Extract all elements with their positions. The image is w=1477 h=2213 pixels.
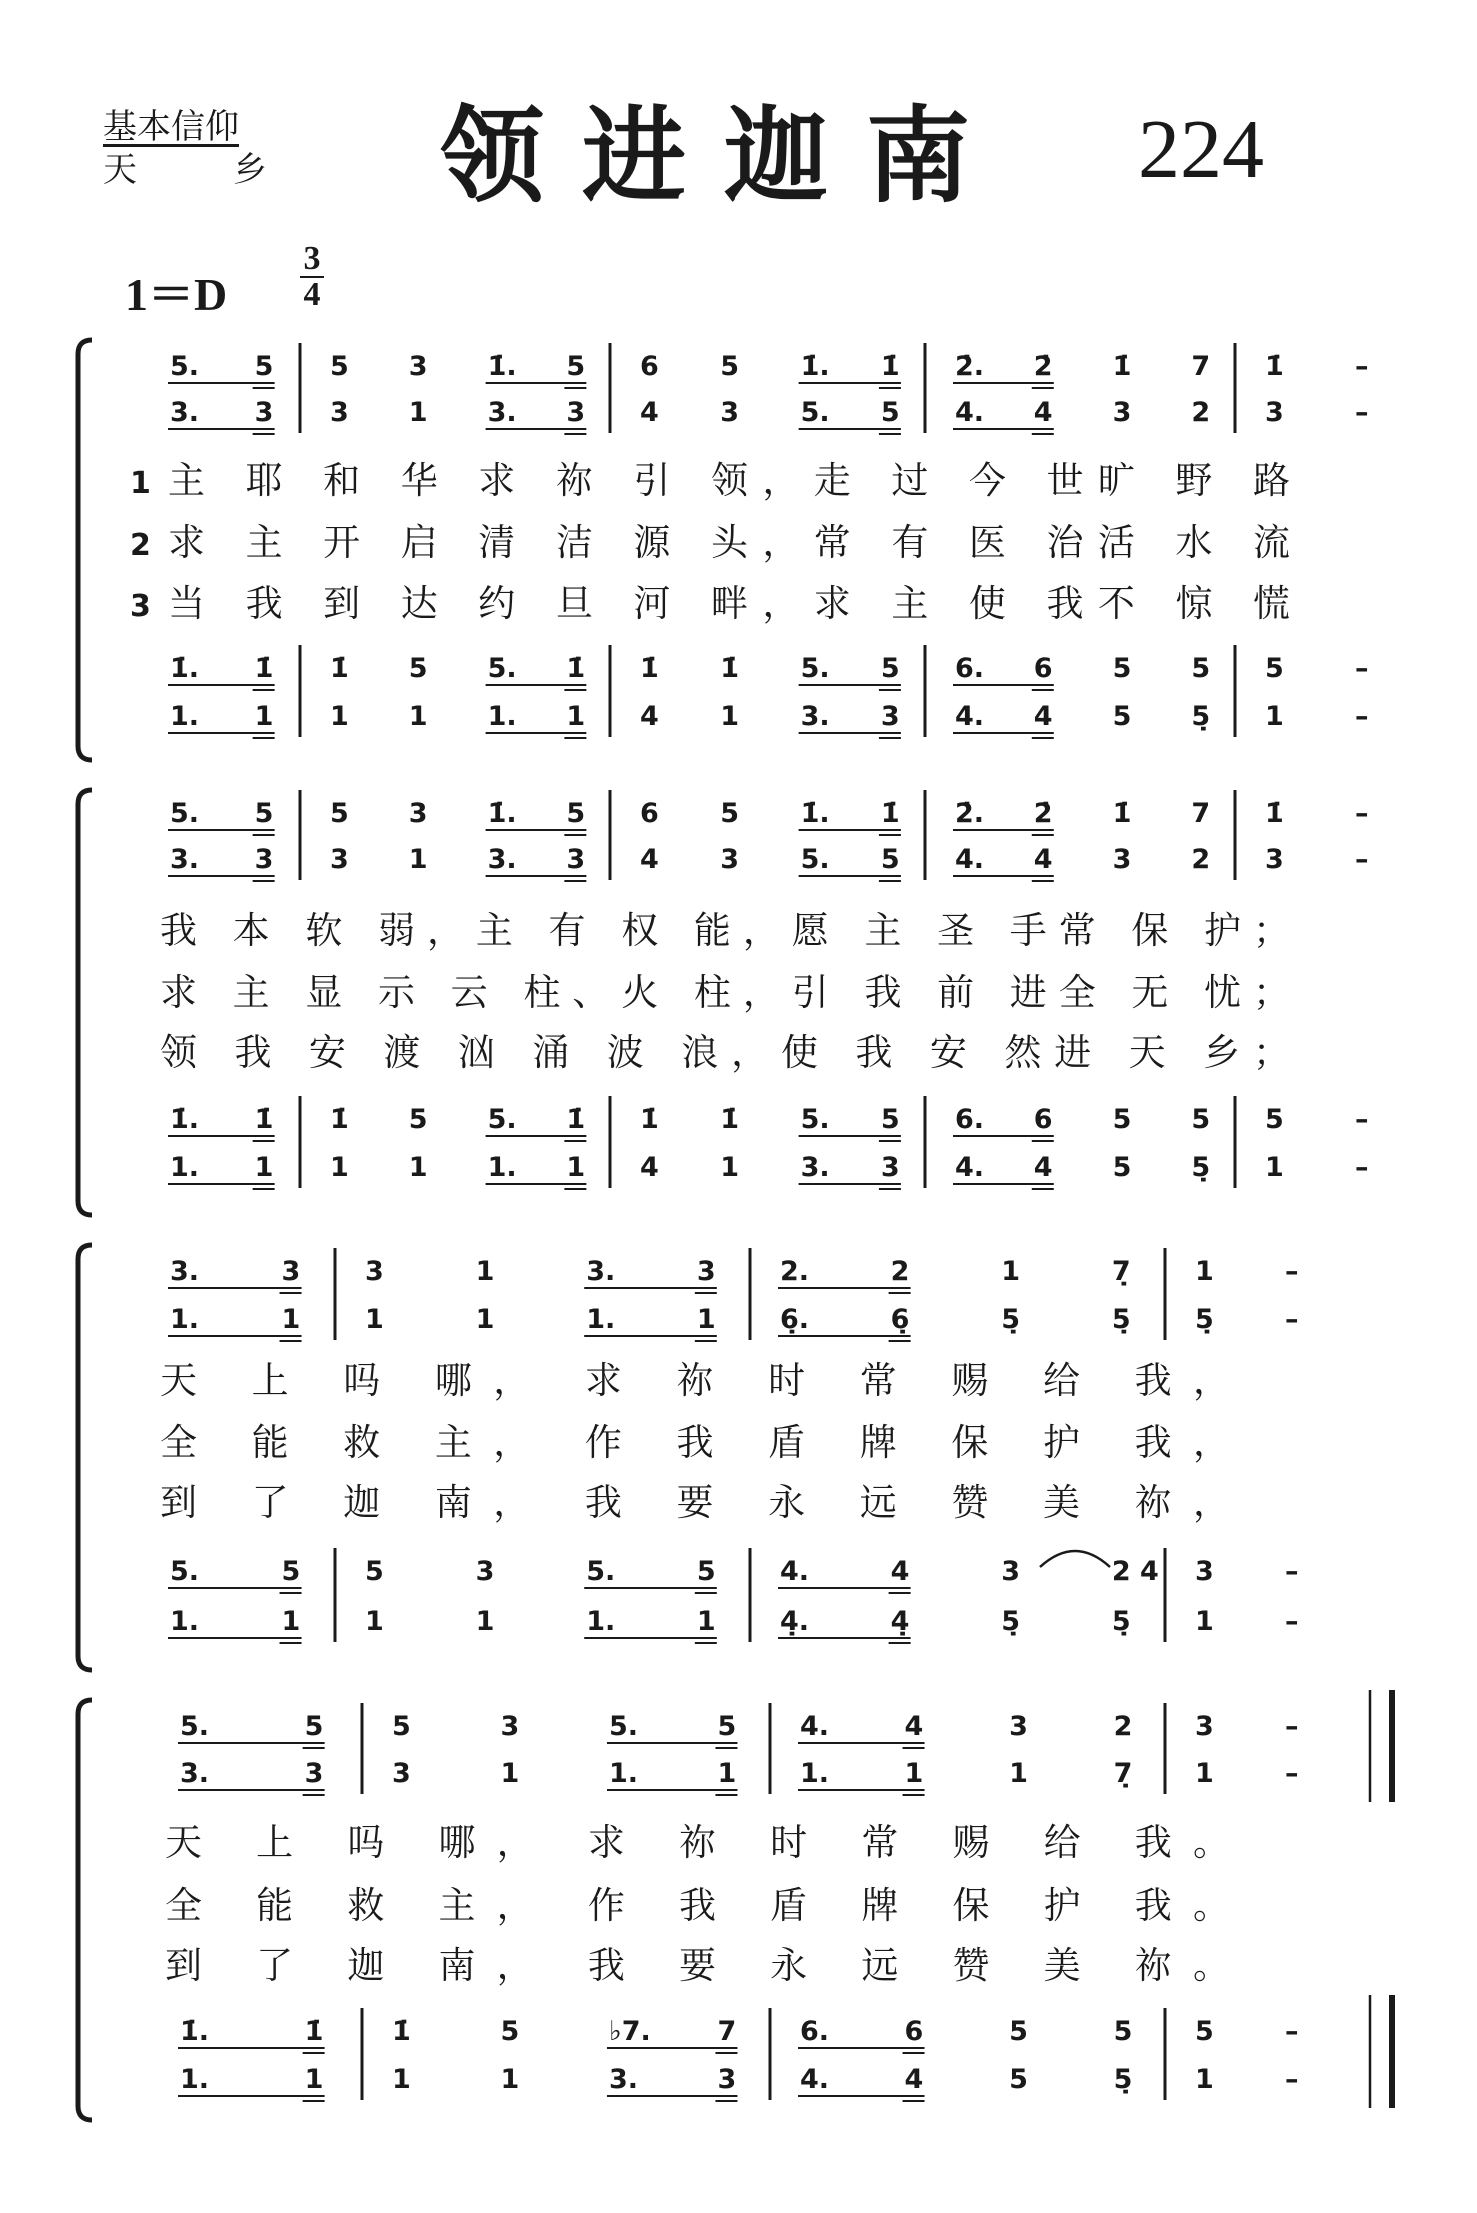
soprano-note: 5.	[170, 351, 200, 382]
bass-note: 5	[1009, 2064, 1028, 2095]
alto-note: 3	[1112, 844, 1132, 875]
lyric-line: 到 了 迦 南， 我 要 永 远 赞 美 祢。	[165, 1944, 1230, 1987]
lyric-line: 天 上 吗 哪， 求 祢 时 常 赐 给 我，	[160, 1359, 1230, 1402]
lyric-line: 求 主 显 示 云 柱、火 柱，引 我 前 进全 无 忧；	[160, 971, 1290, 1014]
soprano-note: 1	[475, 1256, 495, 1287]
alto-note: 1	[475, 1304, 495, 1335]
alto-note: 3	[254, 844, 274, 875]
tenor-note: 5	[500, 2016, 520, 2047]
alto-note: 5	[880, 397, 900, 428]
soprano-note: 1	[1001, 1256, 1021, 1287]
tenor-note: 5	[408, 1104, 428, 1135]
alto-note: 3	[566, 397, 586, 428]
bass-note: 5̣	[1111, 1606, 1131, 1637]
bass-note: 1	[392, 2064, 411, 2095]
soprano-note: 5	[304, 1711, 324, 1742]
bass-note: 1	[304, 2064, 324, 2095]
tenor-note: 1̇	[330, 653, 349, 684]
alto-note: 4	[1033, 397, 1053, 428]
key-signature: 1＝D	[125, 269, 228, 320]
subcategory-label: 天乡	[103, 150, 363, 190]
soprano-note: 7	[1191, 798, 1211, 829]
soprano-note: 3	[500, 1711, 520, 1742]
bass-note: 1	[365, 1606, 384, 1637]
category-label: 基本信仰	[103, 107, 239, 147]
soprano-note: –	[1355, 798, 1369, 829]
alto-note: 1.	[608, 1758, 639, 1789]
tenor-note: 1̇	[640, 1104, 659, 1135]
alto-note: –	[1285, 1304, 1299, 1335]
alto-note: 1	[281, 1304, 301, 1335]
tenor-note: 5	[1009, 2016, 1028, 2047]
system-bracket	[78, 340, 92, 760]
bass-note: 4̣	[890, 1606, 910, 1637]
alto-note: 3	[304, 1758, 324, 1789]
soprano-note: 5	[330, 351, 349, 382]
bass-note: 1	[330, 1152, 349, 1183]
alto-note: 6̣.	[780, 1304, 810, 1335]
hymn-title: 领进迦南	[440, 94, 1009, 217]
soprano-note: 1̇	[1112, 798, 1132, 829]
alto-note: 4.	[955, 844, 985, 875]
bass-note: 5̣	[1113, 2064, 1133, 2095]
tenor-note: ♭7.	[608, 2016, 651, 2047]
alto-note: 3	[330, 844, 349, 875]
tenor-note: 3	[475, 1556, 495, 1587]
lyric-line: 求 主 开 启 清 洁 源 头，常 有 医 治活 水 流	[168, 521, 1290, 564]
alto-note: 2	[1191, 397, 1211, 428]
tenor-note: 6.	[800, 2016, 830, 2047]
soprano-note: 7	[1191, 351, 1211, 382]
bass-note: 1	[1195, 1606, 1214, 1637]
soprano-note: 3	[365, 1256, 384, 1287]
tenor-note: 1̇.	[170, 653, 200, 684]
alto-note: 5	[880, 844, 900, 875]
bass-note: 1	[408, 701, 428, 732]
verse-number: 2	[130, 528, 151, 563]
soprano-note: 3	[1009, 1711, 1028, 1742]
alto-note: 5̣	[1001, 1304, 1021, 1335]
verse-number: 3	[130, 589, 151, 624]
alto-note: –	[1355, 844, 1369, 875]
bass-note: 1	[696, 1606, 716, 1637]
lyric-line: 到 了 迦 南， 我 要 永 远 赞 美 祢，	[160, 1481, 1230, 1524]
bass-note: 1	[720, 1152, 740, 1183]
bass-note: 1.	[170, 701, 200, 732]
soprano-note: 4.	[800, 1711, 830, 1742]
alto-note: 4.	[955, 397, 985, 428]
tenor-note: 1̇	[254, 653, 274, 684]
soprano-note: 5	[254, 351, 274, 382]
tenor-note: 5	[1113, 2016, 1133, 2047]
alto-note: 3	[1265, 397, 1284, 428]
alto-note: 1	[1009, 1758, 1028, 1789]
tenor-note: 5	[1191, 1104, 1211, 1135]
soprano-note: 5	[720, 351, 740, 382]
soprano-note: 1̇	[1265, 351, 1284, 382]
soprano-note: 3	[281, 1256, 301, 1287]
alto-note: 1.	[170, 1304, 200, 1335]
tenor-note: –	[1285, 1556, 1299, 1587]
soprano-note: 3.	[586, 1256, 616, 1287]
lyric-line: 当 我 到 达 约 旦 河 畔，求 主 使 我不 惊 慌	[168, 582, 1290, 625]
tenor-note: 5.	[487, 653, 517, 684]
alto-note: 3	[392, 1758, 411, 1789]
soprano-note: 2̇	[1033, 351, 1053, 382]
tenor-note: 3	[1195, 1556, 1214, 1587]
alto-note: 1	[408, 844, 428, 875]
bass-note: 5̣	[1001, 1606, 1021, 1637]
soprano-note: 1̇.	[800, 798, 830, 829]
bass-note: 1	[1195, 2064, 1214, 2095]
bass-note: 1	[408, 1152, 428, 1183]
soprano-note: 2̇.	[955, 798, 985, 829]
tenor-note: –	[1355, 1104, 1369, 1135]
bass-note: 1.	[487, 1152, 517, 1183]
soprano-note: 3	[696, 1256, 716, 1287]
soprano-note: 1̇	[880, 351, 900, 382]
tenor-note: 1̇.	[180, 2016, 210, 2047]
bass-note: 1	[1265, 1152, 1284, 1183]
tenor-note: 1̇.	[170, 1104, 200, 1135]
soprano-note: 3	[408, 798, 428, 829]
soprano-note: 1̇	[1112, 351, 1132, 382]
tenor-note: 5	[696, 1556, 716, 1587]
alto-note: 4	[640, 397, 659, 428]
bass-note: –	[1355, 701, 1369, 732]
bass-note: 1	[330, 701, 349, 732]
alto-note: 1.	[586, 1304, 616, 1335]
soprano-note: 4	[904, 1711, 924, 1742]
lyric-line: 我 本 软 弱，主 有 权 能，愿 主 圣 手常 保 护；	[160, 909, 1290, 952]
bass-note: 5	[1112, 701, 1132, 732]
tenor-note: 6.	[955, 653, 985, 684]
alto-note: 3	[566, 844, 586, 875]
tenor-note: 1̇	[720, 653, 740, 684]
alto-note: 3	[1265, 844, 1284, 875]
bass-note: –	[1285, 2064, 1299, 2095]
bass-note: 4	[640, 701, 659, 732]
alto-note: 7̣	[1113, 1758, 1133, 1789]
soprano-note: 7̣	[1111, 1256, 1131, 1287]
bass-note: 1	[500, 2064, 520, 2095]
time-signature-bottom: 4	[303, 276, 321, 313]
lyric-line: 主 耶 和 华 求 祢 引 领，走 过 今 世旷 野 路	[168, 459, 1290, 502]
bass-note: 3	[880, 701, 900, 732]
lyric-line: 领 我 安 渡 汹 涌 波 浪，使 我 安 然进 天 乡；	[160, 1031, 1290, 1074]
soprano-note: 1̇	[880, 798, 900, 829]
alto-note: 1	[408, 397, 428, 428]
system-bracket	[78, 1245, 92, 1670]
soprano-note: 5	[720, 798, 740, 829]
soprano-note: 1	[1195, 1256, 1214, 1287]
lyric-line: 全 能 救 主， 作 我 盾 牌 保 护 我。	[165, 1884, 1230, 1927]
system-bracket	[78, 1700, 92, 2120]
tenor-note: 7	[717, 2016, 737, 2047]
bass-note: 1.	[170, 1606, 200, 1637]
bass-note: 4.	[800, 2064, 830, 2095]
alto-note: 3.	[170, 397, 200, 428]
bass-note: 1.	[586, 1606, 616, 1637]
tenor-note: 5	[1112, 1104, 1132, 1135]
tenor-note: 1̇	[304, 2016, 324, 2047]
lyric-line: 天 上 吗 哪， 求 祢 时 常 赐 给 我。	[165, 1821, 1230, 1864]
tenor-note: 5.	[800, 653, 830, 684]
soprano-note: 5	[254, 798, 274, 829]
bass-note: 1	[475, 1606, 495, 1637]
tenor-note: 5	[1191, 653, 1211, 684]
tenor-note: 5.	[800, 1104, 830, 1135]
soprano-note: 6	[640, 351, 659, 382]
bass-note: –	[1355, 1152, 1369, 1183]
bass-note: 1.	[180, 2064, 210, 2095]
soprano-note: –	[1355, 351, 1369, 382]
tenor-note: 5.	[586, 1556, 616, 1587]
soprano-note: 5	[566, 798, 586, 829]
tenor-note: 6	[904, 2016, 924, 2047]
bass-note: 5	[1112, 1152, 1132, 1183]
alto-note: 1	[717, 1758, 737, 1789]
alto-note: 1	[1195, 1758, 1214, 1789]
tenor-note: 4.	[780, 1556, 810, 1587]
bass-note: 4.	[955, 1152, 985, 1183]
tenor-note: 5	[1265, 653, 1284, 684]
soprano-note: 1̇.	[800, 351, 830, 382]
lyric-line: 全 能 救 主， 作 我 盾 牌 保 护 我，	[160, 1421, 1230, 1464]
soprano-note: 2	[890, 1256, 910, 1287]
alto-note: 3	[1112, 397, 1132, 428]
alto-note: 3.	[180, 1758, 210, 1789]
bass-note: 5̣	[1191, 701, 1211, 732]
verse-number: 1	[130, 466, 151, 501]
alto-note: 5̣	[1111, 1304, 1131, 1335]
alto-note: 5.	[800, 844, 830, 875]
alto-note: 3	[720, 844, 740, 875]
tenor-note: 6	[1033, 1104, 1053, 1135]
bass-note: 4	[640, 1152, 659, 1183]
bass-note: 1	[254, 1152, 274, 1183]
tenor-note: 5	[1112, 653, 1132, 684]
tenor-note: 5.	[170, 1556, 200, 1587]
alto-note: 1	[696, 1304, 716, 1335]
tenor-note: –	[1355, 653, 1369, 684]
alto-note: 4	[640, 844, 659, 875]
bass-note: 4	[1033, 1152, 1053, 1183]
bass-note: 1	[566, 1152, 586, 1183]
soprano-note: 3	[408, 351, 428, 382]
alto-note: 4	[1033, 844, 1053, 875]
tenor-note: 1̇	[254, 1104, 274, 1135]
tenor-note: 5	[880, 653, 900, 684]
tenor-note: 4	[890, 1556, 910, 1587]
soprano-note: 5	[566, 351, 586, 382]
tenor-note: 1̇	[720, 1104, 740, 1135]
alto-note: 6̣	[890, 1304, 910, 1335]
bass-note: 3.	[800, 1152, 830, 1183]
soprano-note: 2.	[780, 1256, 810, 1287]
bass-note: 5̣	[1191, 1152, 1211, 1183]
bass-note: 1	[1265, 701, 1284, 732]
tenor-note: 1̇	[566, 1104, 586, 1135]
soprano-note: 6	[640, 798, 659, 829]
bass-note: 1.	[487, 701, 517, 732]
alto-note: 5̣	[1195, 1304, 1214, 1335]
alto-note: 1	[500, 1758, 520, 1789]
alto-note: 3.	[487, 844, 517, 875]
soprano-note: 1̇.	[487, 351, 517, 382]
bass-note: 4	[904, 2064, 924, 2095]
bass-note: 4.	[955, 701, 985, 732]
bass-note: 4	[1033, 701, 1053, 732]
soprano-note: 5.	[180, 1711, 210, 1742]
hymn-number: 224	[1138, 103, 1264, 196]
alto-note: 1.	[800, 1758, 830, 1789]
alto-note: 2	[1191, 844, 1211, 875]
soprano-note: 1̇.	[487, 798, 517, 829]
tenor-note: 1̇	[330, 1104, 349, 1135]
soprano-note: 2̇.	[955, 351, 985, 382]
alto-note: 5.	[800, 397, 830, 428]
soprano-note: 5.	[608, 1711, 639, 1742]
bass-note: 1.	[170, 1152, 200, 1183]
soprano-note: 5	[392, 1711, 411, 1742]
alto-note: 1	[904, 1758, 924, 1789]
soprano-note: 3	[1195, 1711, 1214, 1742]
tenor-note: 6.	[955, 1104, 985, 1135]
system-bracket	[78, 790, 92, 1215]
alto-note: 3	[720, 397, 740, 428]
bass-note: 3	[880, 1152, 900, 1183]
tenor-note: 2 4	[1111, 1556, 1159, 1587]
soprano-note: –	[1285, 1256, 1299, 1287]
alto-note: –	[1285, 1758, 1299, 1789]
tenor-note: 1̇	[392, 2016, 411, 2047]
bass-note: –	[1285, 1606, 1299, 1637]
alto-note: 3.	[170, 844, 200, 875]
bass-note: 3.	[608, 2064, 639, 2095]
bass-note: 1	[281, 1606, 301, 1637]
bass-note: 1	[254, 701, 274, 732]
soprano-note: 2	[1113, 1711, 1133, 1742]
tenor-note: 5	[1195, 2016, 1214, 2047]
bass-note: 3	[717, 2064, 737, 2095]
tenor-note: 3	[1001, 1556, 1021, 1587]
tenor-note: 1̇	[566, 653, 586, 684]
tenor-note: 5	[365, 1556, 384, 1587]
alto-note: 3.	[487, 397, 517, 428]
bass-note: 1	[720, 701, 740, 732]
alto-note: –	[1355, 397, 1369, 428]
tenor-note: –	[1285, 2016, 1299, 2047]
alto-note: 3	[254, 397, 274, 428]
tenor-note: 5	[408, 653, 428, 684]
time-signature-top: 3	[303, 240, 321, 277]
tenor-note: 5	[880, 1104, 900, 1135]
soprano-note: 3.	[170, 1256, 200, 1287]
tenor-note: 1̇	[640, 653, 659, 684]
soprano-note: 2̇	[1033, 798, 1053, 829]
soprano-note: –	[1285, 1711, 1299, 1742]
slur-mark	[1040, 1551, 1110, 1567]
tenor-note: 5.	[487, 1104, 517, 1135]
bass-note: 3.	[800, 701, 830, 732]
bass-note: 4̣.	[780, 1606, 810, 1637]
soprano-note: 5	[330, 798, 349, 829]
soprano-note: 5	[717, 1711, 737, 1742]
tenor-note: 5	[1265, 1104, 1284, 1135]
soprano-note: 1̇	[1265, 798, 1284, 829]
soprano-note: 5.	[170, 798, 200, 829]
alto-note: 3	[330, 397, 349, 428]
bass-note: 1	[566, 701, 586, 732]
tenor-note: 6	[1033, 653, 1053, 684]
alto-note: 1	[365, 1304, 384, 1335]
tenor-note: 5	[281, 1556, 301, 1587]
